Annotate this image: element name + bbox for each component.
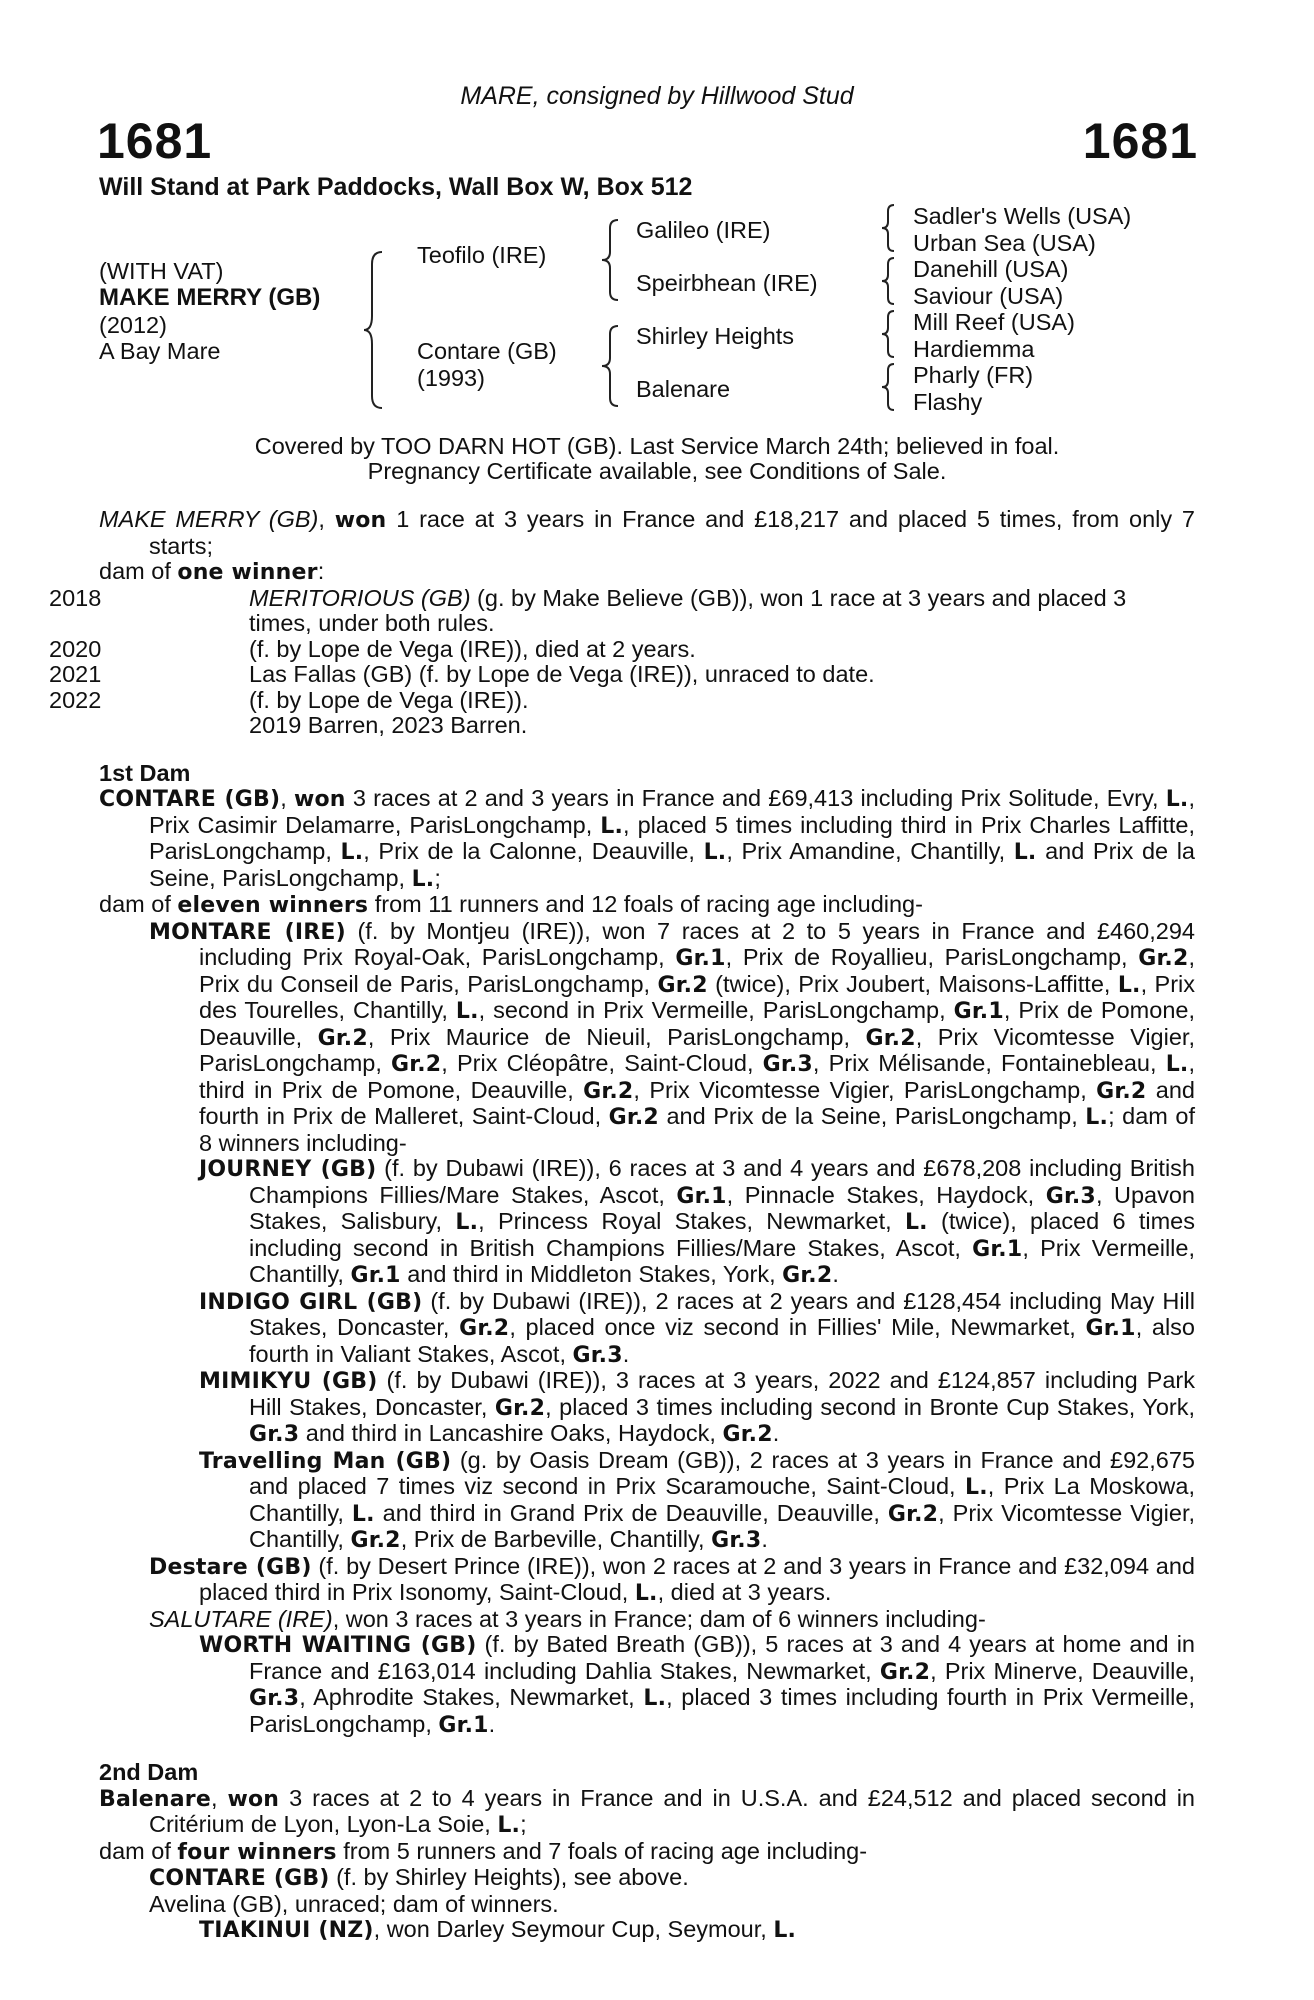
produce-destare: Destare (GB) (f. by Desert Prince (IRE)), won 2 races at 2 and 3 years in France and £32,094 and placed third in Prix Isonomy, Saint-Cloud, L., died at 3 years. bbox=[149, 1552, 1196, 1606]
brace-dam bbox=[598, 324, 624, 408]
great-grandparent-3: Danehill (USA) bbox=[913, 256, 1069, 282]
granddam-1: Speirbhean (IRE) bbox=[636, 270, 818, 296]
great-grandparent-2: Urban Sea (USA) bbox=[913, 230, 1096, 256]
horse-description: A Bay Mare bbox=[99, 338, 221, 364]
lot-number-left: 1681 bbox=[97, 113, 213, 169]
brace-gg4 bbox=[878, 362, 900, 412]
brace-main bbox=[360, 250, 390, 410]
second-dam-heading: 2nd Dam bbox=[99, 1759, 199, 1785]
dam: Contare (GB) bbox=[417, 338, 557, 364]
great-grandparent-8: Flashy bbox=[913, 389, 983, 415]
first-dam-heading: 1st Dam bbox=[99, 759, 191, 786]
mare-produce-summary: dam of one winner: bbox=[99, 558, 325, 585]
first-dam-produce-summary: dam of eleven winners from 11 runners and 12 foals of racing age including- bbox=[99, 891, 923, 918]
grandsire-1: Galileo (IRE) bbox=[636, 217, 771, 243]
consignor-line: MARE, consigned by Hillwood Stud bbox=[460, 82, 854, 110]
brace-gg1 bbox=[878, 203, 900, 253]
grandsire-2: Shirley Heights bbox=[636, 323, 795, 349]
produce-item: 2018 MERITORIOUS (GB) (g. by Make Believe (GB)), won 1 race at 3 years and placed 3 times, under both rules. bbox=[49, 584, 1127, 636]
sire: Teofilo (IRE) bbox=[417, 242, 547, 268]
second-dam-produce-summary: dam of four winners from 5 runners and 7 foals of racing age including- bbox=[99, 1837, 868, 1865]
brace-sire bbox=[598, 218, 624, 302]
great-grandparent-5: Mill Reef (USA) bbox=[913, 309, 1075, 335]
produce-worth-waiting: WORTH WAITING (GB) (f. by Bated Breath (GB)), 5 races at 3 and 4 years at home and in France and £163,014 including Dahlia Stakes, Newmarket, Gr.2, Prix Minerve, Deauville, Gr.3, Aphrodite Stakes, Newmarket, L., placed 3 times including fourth in Prix Vermeille, ParisLongchamp, Gr.1. bbox=[199, 1631, 1195, 1738]
produce-item: 2019 Barren, 2023 Barren. bbox=[249, 712, 528, 738]
covered-line-2: Pregnancy Certificate available, see Conditions of Sale. bbox=[367, 458, 947, 484]
first-dam-record: CONTARE (GB), won 3 races at 2 and 3 years in France and £69,413 including Prix Solitude, Evry, L., Prix Casimir Delamarre, ParisLongchamp, L., placed 5 times including third in Prix Charles Laffitte, ParisLongchamp, L., Prix de la Calonne, Deauville, L., Prix Amandine, Chantilly, L. and Prix de la Seine, ParisLongchamp, L.; bbox=[99, 785, 1195, 892]
mare-record: MAKE MERRY (GB), won 1 race at 3 years in France and £18,217 and placed 5 times, from only 7 starts; bbox=[99, 506, 1195, 559]
brace-gg2 bbox=[878, 256, 900, 306]
produce-item: 2022 (f. by Lope de Vega (IRE)). bbox=[49, 686, 529, 713]
produce-item: 2021 Las Fallas (GB) (f. by Lope de Vega (IRE)), unraced to date. bbox=[49, 661, 875, 687]
produce-item: 2020 (f. by Lope de Vega (IRE)), died at 2 years. bbox=[49, 635, 696, 662]
produce-indigo-girl: INDIGO GIRL (GB) (f. by Dubawi (IRE)), 2 races at 2 years and £128,454 including May Hill Stakes, Doncaster, Gr.2, placed once viz second in Fillies' Mile, Newmarket, Gr.1, also fourth in Valiant Stakes, Ascot, Gr.3. bbox=[199, 1287, 1196, 1368]
produce-list bbox=[49, 584, 1195, 739]
produce-journey: JOURNEY (GB) (f. by Dubawi (IRE)), 6 races at 3 and 4 years and £678,208 including British Champions Fillies/Mare Stakes, Ascot, Gr.1, Pinnacle Stakes, Haydock, Gr.3, Upavon Stakes, Salisbury, L., Princess Royal Stakes, Newmarket, L. (twice), placed 6 times including second in British Champions Fillies/Mare Stakes, Ascot, Gr.1, Prix Vermeille, Chantilly, Gr.1 and third in Middleton Stakes, York, Gr.2. bbox=[199, 1155, 1195, 1288]
second-dam-record: Balenare, won 3 races at 2 to 4 years in France and in U.S.A. and £24,512 and placed second in Critérium de Lyon, Lyon-La Soie, L.; bbox=[99, 1784, 1195, 1838]
vat-note: (WITH VAT) bbox=[99, 258, 224, 284]
produce-salutare: SALUTARE (IRE), won 3 races at 3 years in France; dam of 6 winners including- bbox=[149, 1605, 986, 1632]
foaling-year: (2012) bbox=[99, 312, 167, 338]
great-grandparent-7: Pharly (FR) bbox=[913, 362, 1034, 388]
lot-number-right: 1681 bbox=[1082, 113, 1198, 169]
produce-tiakinui: TIAKINUI (NZ), won Darley Seymour Cup, Seymour, L. bbox=[199, 1916, 797, 1943]
great-grandparent-4: Saviour (USA) bbox=[913, 283, 1064, 309]
brace-gg3 bbox=[878, 309, 900, 359]
covered-line-1: Covered by TOO DARN HOT (GB). Last Service March 24th; believed in foal. bbox=[254, 433, 1060, 459]
stand-location: Will Stand at Park Paddocks, Wall Box W, Box 512 bbox=[99, 173, 693, 201]
produce-travelling-man: Travelling Man (GB) (g. by Oasis Dream (GB)), 2 races at 3 years in France and £92,675 and placed 7 times viz second in Prix Scaramouche, Saint-Cloud, L., Prix La Moskowa, Chantilly, L. and third in Grand Prix de Deauville, Deauville, Gr.2, Prix Vicomtesse Vigier, Chantilly, Gr.2, Prix de Barbeville, Chantilly, Gr.3. bbox=[199, 1446, 1196, 1553]
produce-contare: CONTARE (GB) (f. by Shirley Heights), see above. bbox=[149, 1864, 689, 1891]
horse-name: MAKE MERRY (GB) bbox=[99, 284, 321, 311]
catalogue-body bbox=[49, 506, 1196, 1944]
great-grandparent-1: Sadler's Wells (USA) bbox=[913, 203, 1132, 229]
great-grandparent-6: Hardiemma bbox=[913, 336, 1035, 362]
produce-montare: MONTARE (IRE) (f. by Montjeu (IRE)), won 7 races at 2 to 5 years in France and £460,294 including Prix Royal-Oak, ParisLongchamp, Gr.1, Prix de Royallieu, ParisLongchamp, Gr.2, Prix du Conseil de Paris, ParisLongchamp, Gr.2 (twice), Prix Joubert, Maisons-Laffitte, L., Prix des Tourelles, Chantilly, L., second in Prix Vermeille, ParisLongchamp, Gr.1, Prix de Pomone, Deauville, Gr.2, Prix Maurice de Nieuil, ParisLongchamp, Gr.2, Prix Vicomtesse Vigier, ParisLongchamp, Gr.2, Prix Cléopâtre, Saint-Cloud, Gr.3, Prix Mélisande, Fontainebleau, L., third in Prix de Pomone, Deauville, Gr.2, Prix Vicomtesse Vigier, ParisLongchamp, Gr.2 and fourth in Prix de Malleret, Saint-Cloud, Gr.2 and Prix de la Seine, ParisLongchamp, L.; dam of 8 winners including- bbox=[149, 917, 1196, 1156]
produce-mimikyu: MIMIKYU (GB) (f. by Dubawi (IRE)), 3 races at 3 years, 2022 and £124,857 including Park Hill Stakes, Doncaster, Gr.2, placed 3 times including second in Bronte Cup Stakes, York, Gr.3 and third in Lancashire Oaks, Haydock, Gr.2. bbox=[199, 1367, 1195, 1447]
produce-avelina: Avelina (GB), unraced; dam of winners. bbox=[149, 1890, 559, 1917]
dam-year: (1993) bbox=[417, 365, 485, 391]
granddam-2: Balenare bbox=[636, 376, 731, 402]
